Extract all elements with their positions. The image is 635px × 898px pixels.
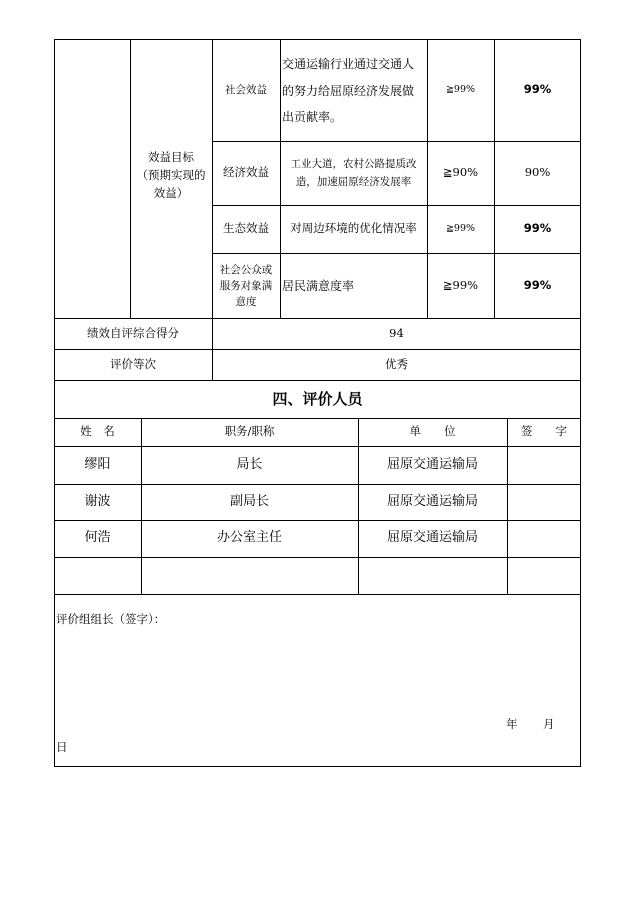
- header-title: 职务/职称: [224, 424, 275, 439]
- indicator-ecological: 对周边环境的优化情况率: [290, 221, 417, 236]
- actual-social: 99%: [523, 82, 552, 97]
- actual-economic: 90%: [524, 165, 551, 180]
- target-satisfaction: ≧99%: [442, 278, 479, 293]
- sub-satisfaction: 社会公众或服务对象满意度: [219, 263, 273, 309]
- header-sign: 签 字: [521, 424, 567, 439]
- staff-title-2: 副局长: [229, 493, 269, 509]
- staff-name-4[interactable]: [54, 557, 141, 595]
- leader-year: 年: [506, 717, 518, 731]
- target-social: ≧99%: [445, 83, 476, 95]
- staff-unit-3: 屈原交通运输局: [386, 530, 478, 546]
- target-economic: ≧90%: [442, 165, 479, 180]
- indicator-economic: 工业大道，农村公路提质改造，加速屈原经济发展率: [290, 157, 417, 188]
- staff-name-2: 谢波: [84, 493, 111, 509]
- actual-ecological: 99%: [523, 221, 552, 236]
- staff-sign-4[interactable]: [507, 557, 581, 595]
- indicator-social: 交通运输行业通过交通人的努力给屈原经济发展做出贡献率。: [282, 57, 415, 125]
- leader-label: 评价组组长（签字）：: [56, 612, 166, 626]
- staff-unit-4[interactable]: [358, 557, 507, 595]
- staff-unit-2: 屈原交通运输局: [386, 493, 478, 509]
- actual-satisfaction: 99%: [523, 278, 552, 293]
- staff-sign-1[interactable]: [507, 446, 581, 484]
- target-ecological: ≧99%: [445, 222, 476, 234]
- staff-sign-3[interactable]: [507, 520, 581, 557]
- section-title: 四、评价人员: [272, 389, 363, 408]
- header-unit: 单 位: [409, 424, 456, 439]
- score-label: 绩效自评综合得分: [87, 325, 179, 340]
- grade-value: 优秀: [385, 357, 408, 372]
- staff-unit-1: 屈原交通运输局: [386, 456, 478, 472]
- grade-label: 评价等次: [110, 357, 156, 372]
- staff-sign-2[interactable]: [507, 484, 581, 520]
- staff-title-3: 办公室主任: [216, 530, 282, 546]
- staff-title-4[interactable]: [141, 557, 358, 595]
- sub-social: 社会效益: [225, 83, 267, 96]
- sub-economic: 经济效益: [223, 165, 269, 180]
- sub-ecological: 生态效益: [223, 221, 269, 236]
- staff-name-1: 缪阳: [84, 456, 111, 472]
- leader-day: 日: [56, 740, 68, 754]
- leader-month: 月: [543, 717, 555, 731]
- staff-name-3: 何浩: [84, 530, 111, 546]
- indicator-satisfaction: 居民满意度率: [282, 278, 355, 293]
- score-value: 94: [389, 325, 404, 340]
- staff-title-1: 局长: [236, 456, 263, 472]
- header-name: 姓 名: [80, 424, 115, 439]
- benefit-category: 效益目标 （预期实现的 效益）: [136, 150, 206, 200]
